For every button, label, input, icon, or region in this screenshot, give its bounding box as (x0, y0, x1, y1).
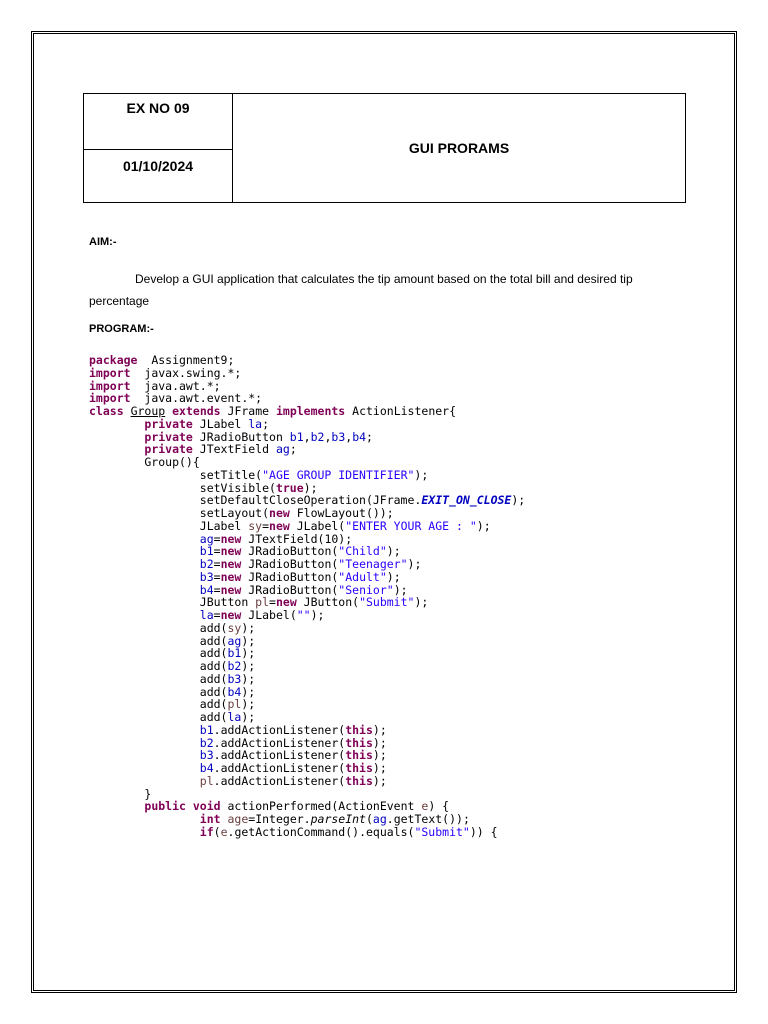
code-block (89, 354, 525, 839)
code-token: ); (372, 773, 387, 788)
code-token: b3 (199, 569, 214, 584)
code-token: "AGE GROUP IDENTIFIER" (262, 467, 415, 482)
code-token: ); (241, 684, 256, 699)
code-token: age (227, 812, 249, 826)
code-token: Assignment9; (137, 353, 235, 367)
code-token: ( (213, 824, 221, 839)
code-token: la (227, 710, 242, 724)
code-token: )) { (469, 824, 498, 839)
code-token: .addActionListener( (213, 748, 346, 763)
code-token: = (269, 595, 276, 610)
code-token: e (220, 824, 228, 839)
code-token: new (220, 608, 242, 622)
code-token: b4 (227, 684, 242, 699)
code-token: b2 (227, 659, 242, 673)
code-token: ; (366, 429, 373, 444)
code-token: b1 (227, 646, 242, 661)
code-token: ); (241, 633, 256, 648)
code-token: ); (241, 671, 256, 686)
aim-heading: AIM:- (89, 236, 117, 248)
code-token: new (269, 506, 290, 520)
code-token: JLabel (192, 416, 249, 431)
code-token: .getActionCommand().equals( (227, 824, 415, 839)
code-token: JFrame (220, 404, 276, 418)
code-token: new (220, 557, 242, 571)
code-token: public (144, 799, 186, 814)
code-token: JLabel (89, 518, 249, 533)
code-token: b2 (310, 429, 325, 444)
code-token: java.awt.*; (130, 378, 221, 393)
code-token: new (220, 582, 242, 597)
code-token: "ENTER YOUR AGE : " (345, 518, 477, 533)
exercise-title: GUI PRORAMS (408, 140, 510, 156)
code-token: ActionListener{ (345, 404, 457, 418)
code-token: setLayout( (89, 506, 270, 520)
code-line (89, 775, 525, 788)
code-token: .addActionListener( (213, 773, 346, 788)
code-token: = (213, 544, 221, 559)
header-table (83, 93, 686, 203)
code-token: implements (275, 404, 346, 418)
code-token: ); (407, 557, 422, 571)
code-token: pl (227, 697, 242, 712)
code-token: ); (476, 518, 491, 533)
code-token: ); (393, 582, 408, 597)
exercise-number: EX NO 09 (84, 94, 232, 150)
code-token: add( (89, 620, 228, 635)
aim-text: Develop a GUI application that calculates the tip amount based on the total bill and desired tip percentage (89, 272, 633, 308)
code-token: la (248, 416, 263, 431)
code-token: ); (372, 735, 387, 750)
code-token: = (213, 582, 221, 597)
code-token: b4 (199, 582, 214, 597)
code-token: , (303, 429, 311, 444)
code-token: JRadioButton( (241, 569, 339, 584)
code-token: "" (296, 608, 311, 622)
code-token: java.awt.event.*; (130, 391, 263, 406)
code-token: .getText()); (386, 812, 470, 826)
code-token: new (220, 531, 242, 546)
code-token: private (144, 416, 193, 431)
code-token: "Teenager" (338, 557, 408, 571)
code-token: , (324, 429, 332, 444)
code-token: parseInt (310, 812, 366, 826)
code-token: .addActionListener( (213, 722, 346, 737)
code-token: javax.swing.*; (130, 365, 242, 380)
code-token: .addActionListener( (213, 735, 346, 750)
code-token: setVisible( (89, 480, 276, 495)
code-token: new (220, 569, 242, 584)
code-token: ); (372, 761, 387, 775)
code-token: ); (414, 595, 429, 610)
code-token: b1 (199, 544, 214, 559)
code-token: JLabel( (289, 518, 346, 533)
code-token: ) { (428, 799, 450, 814)
code-token: = (213, 557, 221, 571)
code-token: ); (241, 646, 256, 661)
code-token: , (345, 429, 353, 444)
code-token: int (199, 812, 221, 826)
code-token: JTextField(10); (241, 531, 353, 546)
code-token: e (421, 799, 429, 814)
code-token: ); (241, 710, 256, 724)
code-token: JRadioButton( (241, 544, 339, 559)
code-token: sy (227, 620, 242, 635)
code-token: "Adult" (338, 569, 387, 584)
program-heading: PROGRAM:- (89, 323, 154, 335)
code-line (89, 826, 525, 839)
code-token: add( (89, 697, 228, 712)
code-token: ag (227, 633, 242, 648)
code-token: b2 (199, 735, 214, 750)
exercise-date: 01/10/2024 (122, 158, 194, 174)
code-token: = (262, 518, 270, 533)
code-token: ); (241, 620, 256, 635)
code-token: pl (199, 773, 214, 788)
code-token: Group (130, 404, 166, 418)
code-token: this (345, 748, 373, 763)
code-token: private (144, 429, 193, 444)
code-token: b3 (199, 748, 214, 763)
code-token: "Senior" (338, 582, 394, 597)
code-token: ); (386, 569, 401, 584)
code-token: ); (241, 697, 256, 712)
code-token: b4 (352, 429, 367, 444)
code-token: private (144, 442, 193, 457)
code-token: add( (89, 659, 228, 673)
code-token: ); (310, 608, 325, 622)
code-token: b3 (227, 671, 242, 686)
code-token: this (345, 761, 373, 775)
code-token: setDefaultCloseOperation(JFrame. (89, 493, 422, 508)
code-token: ); (303, 480, 318, 495)
code-token: =Integer. (248, 812, 311, 826)
code-token: JTextField (192, 442, 276, 457)
code-token: ag (372, 812, 387, 826)
code-token: void (192, 799, 221, 814)
code-token: = (213, 569, 221, 584)
header-left-column (84, 94, 233, 202)
code-token: setTitle( (89, 467, 263, 482)
code-token: sy (248, 518, 263, 533)
code-token: new (220, 544, 242, 559)
code-token (89, 825, 200, 839)
code-token: ); (511, 493, 526, 508)
code-token: "Submit" (414, 824, 470, 839)
code-token: this (345, 773, 373, 788)
code-token: "Child" (338, 544, 387, 559)
code-token: JRadioButton( (241, 582, 339, 597)
code-token: add( (89, 633, 228, 648)
code-token: ); (372, 748, 387, 763)
code-token: import (89, 378, 131, 393)
code-token: package (89, 353, 138, 367)
code-token: pl (255, 595, 270, 610)
code-token: new (275, 595, 297, 610)
code-token: la (199, 608, 214, 622)
code-token: } (89, 786, 152, 801)
code-token: ); (386, 544, 401, 559)
code-token: add( (89, 646, 228, 661)
code-token: Group(){ (89, 455, 200, 469)
code-token: new (269, 518, 290, 533)
code-token: this (345, 722, 373, 737)
code-token: class (89, 404, 124, 418)
code-token: b2 (199, 557, 214, 571)
code-token: ; (289, 442, 297, 457)
code-token: ( (365, 812, 373, 826)
code-token: import (89, 365, 131, 380)
code-token: b1 (289, 429, 304, 444)
code-token: ; (262, 416, 270, 431)
code-token: ag (199, 531, 214, 546)
code-token: actionPerformed(ActionEvent (220, 799, 422, 814)
code-token: .addActionListener( (213, 761, 346, 775)
code-token: b4 (199, 761, 214, 775)
code-token: FlowLayout()); (289, 506, 394, 520)
code-token: true (275, 480, 304, 495)
code-token: EXIT_ON_CLOSE (421, 493, 512, 508)
code-token: JButton (89, 595, 256, 610)
code-token: = (213, 608, 221, 622)
code-token: = (213, 531, 221, 546)
code-token: ag (275, 442, 290, 457)
code-token: ); (241, 659, 256, 673)
code-token: b3 (331, 429, 346, 444)
code-token: extends (172, 404, 221, 418)
code-token: add( (89, 671, 228, 686)
code-token: JRadioButton( (241, 557, 339, 571)
code-token: ); (414, 467, 429, 482)
code-token: JRadioButton (192, 429, 290, 444)
code-token: "Submit" (359, 595, 415, 610)
code-token: JLabel( (241, 608, 297, 622)
code-token: ); (372, 722, 387, 737)
code-token: this (345, 735, 373, 750)
code-token: add( (89, 710, 228, 724)
code-token: JButton( (296, 595, 360, 610)
code-token: import (89, 391, 131, 406)
code-token: if (199, 824, 214, 839)
code-token: add( (89, 684, 228, 699)
code-token: b1 (199, 722, 214, 737)
